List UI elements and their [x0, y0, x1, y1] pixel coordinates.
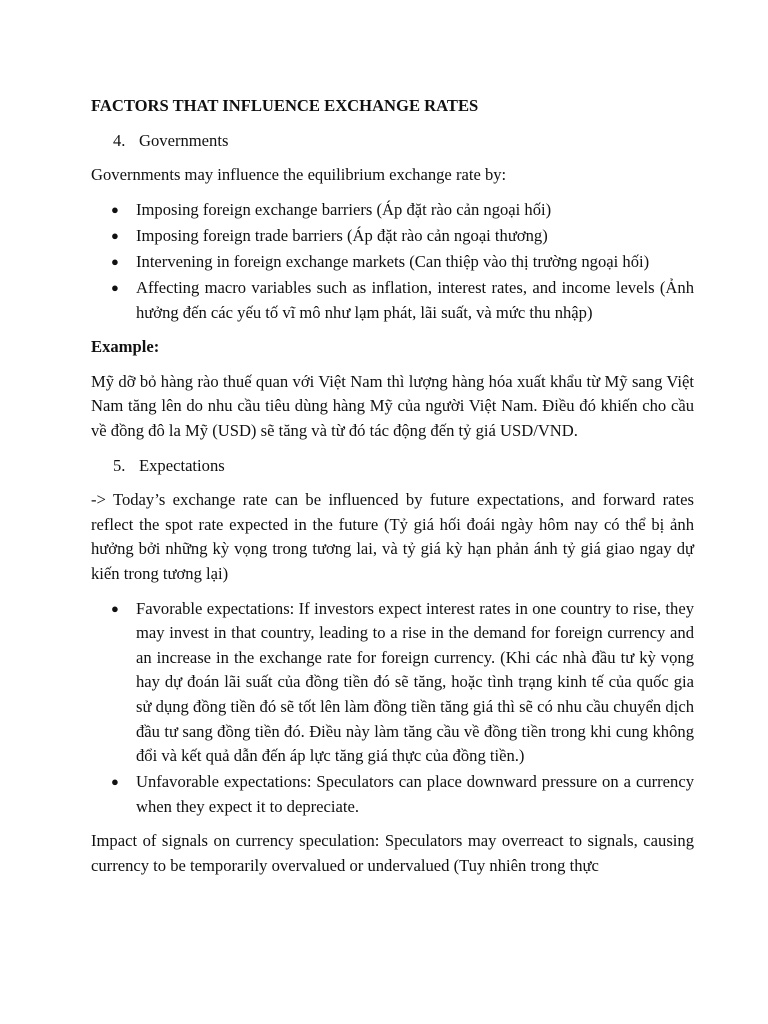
list-item: ● Intervening in foreign exchange markets (Can thiệp vào thị trường ngoại hối) [91, 250, 694, 275]
list-item: ● Favorable expectations: If investors expect interest rates in one country to rise, they may invest in that country, leading to a rise in the demand for foreign currency and an increase in the exchange rate for foreign currency. (Khi các nhà đầu tư kỳ vọng hay dự đoán lãi suất của đồng tiền đó sẽ tăng, hoặc tình trạng kinh tế của quốc gia sử dụng đồng tiền đó sẽ tốt lên làm đồng tiền tăng giá thì sẽ có nhu cầu chuyển dịch đầu tư sang đồng tiền đó. Điều này làm tăng cầu về đồng tiền trong khi cung không đổi và kết quả dẫn đến áp lực tăng giá thực của đồng tiền.) [111, 598, 694, 766]
list-item: ● Imposing foreign trade barriers (Áp đặt rào cản ngoại thương) [91, 224, 694, 249]
document-title: FACTORS THAT INFLUENCE EXCHANGE RATES [91, 96, 479, 115]
section-5-number: 5. [113, 455, 126, 475]
bullet-icon: ● [111, 280, 119, 296]
section-5-intro: -> Today’s exchange rate can be influenced by future expectations, and forward rates reflect the spot rate expected in the future (Tỷ giá hối đoái ngày hôm nay có thể bị ảnh hưởng bởi những kỳ vọng trong tương lai, và tỷ giá kỳ hạn phản ánh tỷ giá giao ngay dự kiến trong tương lại) [91, 490, 694, 583]
bullet-icon: ● [111, 253, 119, 269]
bullet-icon: ● [111, 227, 119, 243]
list-item: ● Unfavorable expectations: Speculators can place downward pressure on a currency when they expect it to depreciate. [111, 772, 694, 816]
list-item: ● Imposing foreign exchange barriers (Áp đặt rào cản ngoại hối) [91, 198, 694, 223]
example-text: Mỹ dỡ bỏ hàng rào thuế quan với Việt Nam thì lượng hàng hóa xuất khẩu từ Mỹ sang Việt Nam tăng lên do nhu cầu tiêu dùng hàng Mỹ của người Việt Nam. Điều đó khiến cho cầu về đồng đô la Mỹ (USD) sẽ tăng và từ đó tác động đến tỷ giá USD/VND. [91, 371, 694, 441]
section-4-label: Governments [139, 130, 229, 150]
section-5-label: Expectations [139, 455, 225, 475]
list-item: ● Affecting macro variables such as inflation, interest rates, and income levels (Ảnh hưởng đến các yếu tố vĩ mô như lạm phát, lãi suất, và mức thu nhập) [111, 278, 694, 322]
bullet-icon: ● [111, 774, 119, 790]
section-4-heading [91, 129, 694, 154]
bullet-icon: ● [111, 201, 119, 217]
section-5-bullet-list [91, 597, 694, 820]
section-5-heading [91, 454, 694, 479]
example-label: Example: [91, 337, 160, 357]
impact-text: Impact of signals on currency speculation: Speculators may overreact to signals, causing currency to be temporarily overvalued or undervalued (Tuy nhiên trong thực [91, 831, 694, 876]
section-4-number: 4. [113, 130, 126, 150]
bullet-icon: ● [111, 600, 119, 616]
section-4-bullet-list [91, 198, 694, 325]
section-4-intro: Governments may influence the equilibrium exchange rate by: [91, 165, 507, 185]
document-page [91, 94, 694, 889]
